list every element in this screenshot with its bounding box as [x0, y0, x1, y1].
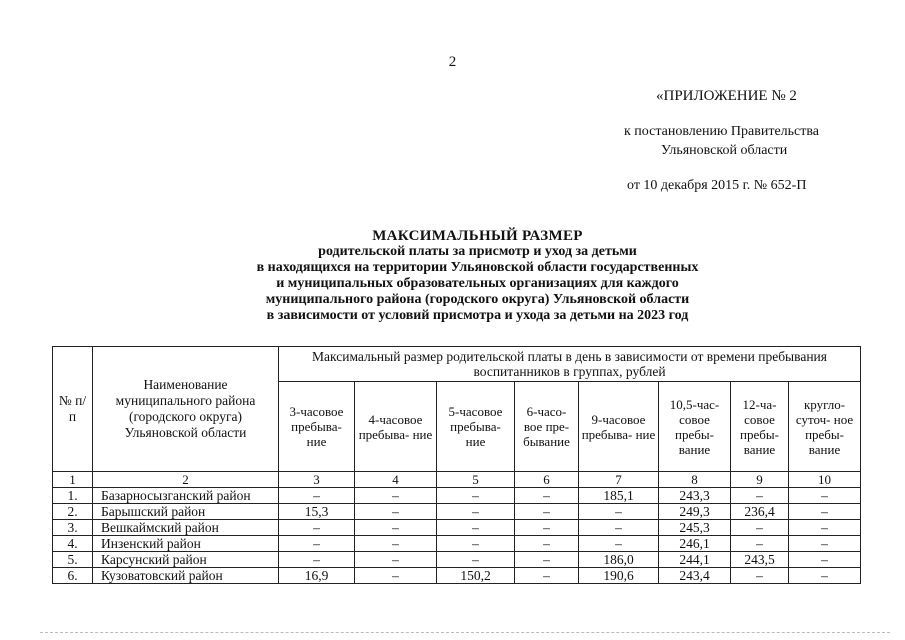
header-stay-12h: 12-ча- совое пребы- вание [731, 382, 789, 472]
fee-value: 236,4 [731, 504, 789, 520]
row-number: 1. [53, 488, 93, 504]
appendix-date: от 10 декабря 2015 г. № 652-П [627, 178, 807, 193]
fee-value: – [437, 488, 515, 504]
page-footer-divider [40, 632, 890, 633]
row-number: 5. [53, 552, 93, 568]
fee-value: – [355, 536, 437, 552]
header-stay-9h: 9-часовое пребыва- ние [579, 382, 659, 472]
header-stay-24h: кругло- суточ- ное пребы- вание [789, 382, 861, 472]
fee-value: – [789, 536, 861, 552]
document-title-line: в находящихся на территории Ульяновской области государственных [256, 260, 699, 275]
fee-value: – [579, 520, 659, 536]
fee-value: – [515, 504, 579, 520]
fee-value: – [437, 536, 515, 552]
table-row [53, 568, 861, 584]
fee-value: – [355, 488, 437, 504]
appendix-region-line: Ульяновской области [661, 143, 788, 158]
column-number: 7 [579, 472, 659, 488]
column-number: 10 [789, 472, 861, 488]
fee-value: – [437, 504, 515, 520]
fee-value: 245,3 [659, 520, 731, 536]
fee-value: 150,2 [437, 568, 515, 584]
header-row-number: № п/п [53, 347, 93, 472]
fee-value: 15,3 [279, 504, 355, 520]
fee-value: – [789, 520, 861, 536]
header-stay-10-5h: 10,5-час- совое пребы- вание [659, 382, 731, 472]
fee-value: – [355, 504, 437, 520]
fee-value: – [437, 520, 515, 536]
district-name: Кузоватовский район [93, 568, 279, 584]
fee-value: – [355, 552, 437, 568]
fee-table [52, 346, 861, 584]
fee-value: – [731, 520, 789, 536]
fee-value: 186,0 [579, 552, 659, 568]
header-fee-group: Максимальный размер родительской платы в день в зависимости от времени пребывания воспитанников в группах, рублей [279, 347, 861, 382]
appendix-resolution-line: к постановлению Правительства [624, 124, 820, 139]
document-title-line: и муниципальных образовательных организациях для каждого [276, 276, 679, 291]
fee-value: – [355, 520, 437, 536]
row-number: 2. [53, 504, 93, 520]
table-row [53, 504, 861, 520]
fee-value: – [355, 568, 437, 584]
document-title [40, 228, 905, 324]
fee-value: – [515, 536, 579, 552]
fee-value: – [279, 536, 355, 552]
row-number: 4. [53, 536, 93, 552]
fee-value: – [279, 488, 355, 504]
fee-value: – [789, 488, 861, 504]
fee-value: 246,1 [659, 536, 731, 552]
column-number: 6 [515, 472, 579, 488]
district-name: Базарносызганский район [93, 488, 279, 504]
table-row [53, 488, 861, 504]
fee-value: – [515, 520, 579, 536]
header-stay-3h: 3-часовое пребыва- ние [279, 382, 355, 472]
fee-value: 190,6 [579, 568, 659, 584]
header-stay-4h: 4-часовое пребыва- ние [355, 382, 437, 472]
fee-value: 243,4 [659, 568, 731, 584]
column-number: 3 [279, 472, 355, 488]
fee-value: – [515, 488, 579, 504]
header-stay-5h: 5-часовое пребыва- ние [437, 382, 515, 472]
fee-value: – [731, 568, 789, 584]
column-number: 4 [355, 472, 437, 488]
fee-value: 16,9 [279, 568, 355, 584]
fee-value: – [789, 552, 861, 568]
fee-value: – [515, 568, 579, 584]
fee-value: 244,1 [659, 552, 731, 568]
document-title-line: в зависимости от условий присмотра и ухода за детьми на 2023 год [266, 308, 689, 323]
fee-value: – [579, 504, 659, 520]
fee-value: – [437, 552, 515, 568]
district-name: Инзенский район [93, 536, 279, 552]
fee-value: 249,3 [659, 504, 731, 520]
document-title-line: родительской платы за присмотр и уход за детьми [318, 244, 637, 259]
fee-value: – [731, 536, 789, 552]
fee-value: 243,5 [731, 552, 789, 568]
table-row [53, 520, 861, 536]
row-number: 6. [53, 568, 93, 584]
document-title-main: МАКСИМАЛЬНЫЙ РАЗМЕР [372, 228, 583, 244]
fee-value: – [789, 504, 861, 520]
column-number: 9 [731, 472, 789, 488]
column-number: 1 [53, 472, 93, 488]
appendix-title: «ПРИЛОЖЕНИЕ № 2 [656, 88, 797, 104]
district-name: Барышский район [93, 504, 279, 520]
table-row [53, 536, 861, 552]
fee-value: – [279, 520, 355, 536]
fee-value: – [731, 488, 789, 504]
column-number: 8 [659, 472, 731, 488]
fee-value: – [579, 536, 659, 552]
page-number: 2 [448, 54, 457, 70]
header-stay-6h: 6-часо- вое пре- бывание [515, 382, 579, 472]
fee-value: 243,3 [659, 488, 731, 504]
header-district-name: Наименование муниципального района (городского округа) Ульяновской области [93, 347, 279, 472]
fee-value: – [789, 568, 861, 584]
fee-value: – [515, 552, 579, 568]
column-number: 2 [93, 472, 279, 488]
row-number: 3. [53, 520, 93, 536]
table-row [53, 552, 861, 568]
district-name: Карсунский район [93, 552, 279, 568]
column-number-row [53, 472, 861, 488]
district-name: Вешкаймский район [93, 520, 279, 536]
fee-value: – [279, 552, 355, 568]
document-title-line: муниципального района (городского округа) Ульяновской области [265, 292, 690, 307]
column-number: 5 [437, 472, 515, 488]
fee-value: 185,1 [579, 488, 659, 504]
